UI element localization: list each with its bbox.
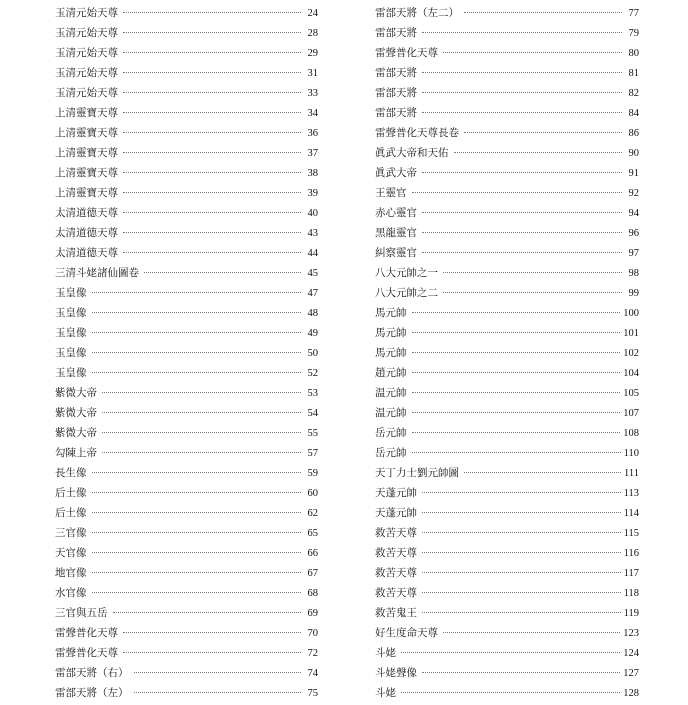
- toc-entry: [55, 163, 318, 183]
- toc-entry: [375, 63, 639, 83]
- toc-entry-page-number: 36: [307, 128, 318, 139]
- toc-entry: [375, 243, 639, 263]
- toc-entry-page-number: 37: [307, 148, 318, 159]
- toc-entry-title: 雷聲普化天尊: [55, 627, 118, 639]
- toc-entry-page-number: 65: [307, 528, 318, 539]
- toc-entry: [375, 483, 639, 503]
- toc-entry-title: 三清斗姥諸仙圖卷: [55, 267, 139, 279]
- dot-leader: [92, 472, 302, 473]
- toc-entry: [375, 263, 639, 283]
- toc-entry-title: 温元帥: [375, 387, 407, 399]
- toc-entry-page-number: 24: [307, 8, 318, 19]
- dot-leader: [123, 72, 301, 73]
- dot-leader: [144, 272, 301, 273]
- toc-entry: [55, 3, 318, 23]
- toc-entry: [375, 3, 639, 23]
- toc-entry-page-number: 31: [307, 68, 318, 79]
- dot-leader: [422, 592, 621, 593]
- toc-entry: [375, 143, 639, 163]
- toc-entry-title: 斗姥聲像: [375, 667, 417, 679]
- toc-entry: [375, 343, 639, 363]
- toc-entry-title: 馬元帥: [375, 307, 407, 319]
- toc-entry: [375, 583, 639, 603]
- dot-leader: [412, 392, 621, 393]
- toc-entry-title: 斗姥: [375, 687, 396, 699]
- dot-leader: [102, 412, 301, 413]
- dot-leader: [92, 552, 302, 553]
- toc-entry-title: 太清道德天尊: [55, 227, 118, 239]
- toc-entry: [375, 683, 639, 703]
- toc-entry-title: 上清靈寶天尊: [55, 127, 118, 139]
- toc-entry: [55, 483, 318, 503]
- toc-entry-title: 勾陳上帝: [55, 447, 97, 459]
- dot-leader: [102, 432, 301, 433]
- dot-leader: [422, 672, 620, 673]
- toc-entry: [55, 63, 318, 83]
- dot-leader: [412, 452, 621, 453]
- toc-entry-page-number: 57: [307, 448, 318, 459]
- dot-leader: [412, 352, 621, 353]
- toc-entry-title: 雷聲普化天尊: [375, 47, 438, 59]
- toc-entry: [55, 183, 318, 203]
- toc-entry-title: 天丁力士劉元帥圖: [375, 467, 459, 479]
- dot-leader: [123, 252, 301, 253]
- toc-entry-title: 雷部天將: [375, 27, 417, 39]
- dot-leader: [443, 272, 622, 273]
- dot-leader: [102, 392, 301, 393]
- dot-leader: [134, 692, 302, 693]
- toc-entry-title: 温元帥: [375, 407, 407, 419]
- dot-leader: [123, 52, 301, 53]
- toc-entry: [375, 323, 639, 343]
- toc-entry: [375, 103, 639, 123]
- toc-entry: [55, 343, 318, 363]
- toc-entry-page-number: 79: [628, 28, 639, 39]
- toc-entry-title: 后土像: [55, 487, 87, 499]
- dot-leader: [123, 92, 301, 93]
- toc-entry-page-number: 43: [307, 228, 318, 239]
- toc-entry-page-number: 90: [628, 148, 639, 159]
- toc-entry: [55, 243, 318, 263]
- dot-leader: [92, 312, 302, 313]
- dot-leader: [92, 372, 302, 373]
- toc-entry-page-number: 49: [307, 328, 318, 339]
- toc-entry-page-number: 38: [307, 168, 318, 179]
- toc-entry-page-number: 92: [628, 188, 639, 199]
- toc-entry-page-number: 114: [623, 508, 639, 519]
- toc-entry: [55, 443, 318, 463]
- toc-entry-page-number: 101: [623, 328, 639, 339]
- toc-entry: [375, 623, 639, 643]
- dot-leader: [92, 512, 302, 513]
- dot-leader: [422, 512, 621, 513]
- toc-entry: [375, 603, 639, 623]
- dot-leader: [92, 352, 302, 353]
- dot-leader: [422, 32, 622, 33]
- toc-entry-page-number: 33: [307, 88, 318, 99]
- toc-entry-title: 上清靈寶天尊: [55, 167, 118, 179]
- toc-entry: [375, 123, 639, 143]
- toc-entry: [55, 543, 318, 563]
- toc-entry-title: 天蓬元帥: [375, 507, 417, 519]
- toc-entry: [55, 403, 318, 423]
- toc-right-column: [375, 3, 639, 703]
- toc-entry-title: 玉清元始天尊: [55, 67, 118, 79]
- toc-entry-title: 赤心靈官: [375, 207, 417, 219]
- dot-leader: [92, 592, 302, 593]
- dot-leader: [422, 612, 621, 613]
- toc-entry-page-number: 59: [307, 468, 318, 479]
- toc-entry-title: 紫微大帝: [55, 387, 97, 399]
- toc-entry-page-number: 115: [623, 528, 639, 539]
- toc-entry-title: 玉清元始天尊: [55, 47, 118, 59]
- dot-leader: [464, 12, 622, 13]
- dot-leader: [464, 472, 621, 473]
- dot-leader: [123, 32, 301, 33]
- toc-entry: [55, 583, 318, 603]
- toc-entry-page-number: 119: [623, 608, 639, 619]
- dot-leader: [123, 212, 301, 213]
- toc-entry-title: 雷部天將: [375, 67, 417, 79]
- toc-entry-title: 黑龍靈官: [375, 227, 417, 239]
- dot-leader: [422, 232, 622, 233]
- dot-leader: [92, 532, 302, 533]
- toc-entry-page-number: 40: [307, 208, 318, 219]
- toc-entry-title: 好生度命天尊: [375, 627, 438, 639]
- toc-entry: [375, 403, 639, 423]
- toc-entry-page-number: 82: [628, 88, 639, 99]
- toc-entry: [375, 363, 639, 383]
- toc-entry-title: 三官與五岳: [55, 607, 108, 619]
- toc-entry-title: 趙元帥: [375, 367, 407, 379]
- dot-leader: [422, 212, 622, 213]
- toc-entry-title: 馬元帥: [375, 327, 407, 339]
- toc-entry-title: 斗姥: [375, 647, 396, 659]
- toc-entry-title: 雷聲普化天尊長卷: [375, 127, 459, 139]
- toc-entry: [55, 83, 318, 103]
- dot-leader: [422, 72, 622, 73]
- toc-entry-page-number: 68: [307, 588, 318, 599]
- dot-leader: [454, 152, 623, 153]
- toc-entry-page-number: 111: [624, 468, 639, 479]
- toc-entry: [375, 283, 639, 303]
- dot-leader: [412, 372, 621, 373]
- dot-leader: [412, 332, 621, 333]
- toc-entry-page-number: 107: [623, 408, 639, 419]
- dot-leader: [422, 92, 622, 93]
- toc-entry-title: 上清靈寶天尊: [55, 187, 118, 199]
- toc-entry-page-number: 110: [623, 448, 639, 459]
- toc-entry-page-number: 54: [307, 408, 318, 419]
- dot-leader: [123, 632, 301, 633]
- toc-entry-title: 后土像: [55, 507, 87, 519]
- toc-entry-page-number: 39: [307, 188, 318, 199]
- toc-entry: [55, 223, 318, 243]
- dot-leader: [412, 412, 621, 413]
- dot-leader: [92, 332, 302, 333]
- toc-entry: [375, 523, 639, 543]
- toc-entry-page-number: 72: [307, 648, 318, 659]
- toc-entry-page-number: 60: [307, 488, 318, 499]
- toc-entry-title: 救苦天尊: [375, 587, 417, 599]
- toc-entry-title: 馬元帥: [375, 347, 407, 359]
- toc-entry-page-number: 113: [623, 488, 639, 499]
- toc-entry-page-number: 44: [307, 248, 318, 259]
- toc-entry-page-number: 127: [623, 668, 639, 679]
- toc-entry-page-number: 52: [307, 368, 318, 379]
- toc-entry-page-number: 48: [307, 308, 318, 319]
- toc-entry: [375, 43, 639, 63]
- toc-entry: [55, 323, 318, 343]
- toc-entry-title: 雷部天將: [375, 87, 417, 99]
- toc-entry: [55, 283, 318, 303]
- toc-entry: [375, 423, 639, 443]
- toc-entry-page-number: 104: [623, 368, 639, 379]
- toc-entry-title: 救苦鬼王: [375, 607, 417, 619]
- toc-entry-page-number: 53: [307, 388, 318, 399]
- toc-entry-title: 紫微大帝: [55, 427, 97, 439]
- toc-entry-title: 糾察靈官: [375, 247, 417, 259]
- toc-entry-title: 紫微大帝: [55, 407, 97, 419]
- dot-leader: [443, 632, 620, 633]
- toc-left-column: [55, 3, 318, 703]
- toc-entry-title: 玉清元始天尊: [55, 87, 118, 99]
- toc-entry-page-number: 28: [307, 28, 318, 39]
- dot-leader: [134, 672, 302, 673]
- toc-entry: [55, 43, 318, 63]
- toc-entry-title: 雷聲普化天尊: [55, 647, 118, 659]
- dot-leader: [464, 132, 622, 133]
- toc-entry-page-number: 117: [623, 568, 639, 579]
- dot-leader: [443, 52, 622, 53]
- toc-entry-page-number: 74: [307, 668, 318, 679]
- toc-entry: [375, 183, 639, 203]
- toc-entry: [55, 623, 318, 643]
- toc-entry-page-number: 47: [307, 288, 318, 299]
- dot-leader: [401, 652, 620, 653]
- toc-entry-page-number: 50: [307, 348, 318, 359]
- toc-entry-page-number: 69: [307, 608, 318, 619]
- dot-leader: [422, 112, 622, 113]
- toc-entry: [375, 663, 639, 683]
- dot-leader: [412, 192, 623, 193]
- toc-entry-page-number: 118: [623, 588, 639, 599]
- toc-entry-title: 水官像: [55, 587, 87, 599]
- toc-entry: [55, 203, 318, 223]
- toc-entry: [375, 443, 639, 463]
- toc-entry-title: 眞武大帝和天佑: [375, 147, 449, 159]
- toc-entry: [55, 663, 318, 683]
- toc-entry-title: 雷部天將（左）: [55, 687, 129, 699]
- toc-entry: [375, 643, 639, 663]
- dot-leader: [412, 312, 621, 313]
- toc-entry-title: 天蓬元帥: [375, 487, 417, 499]
- toc-entry-page-number: 55: [307, 428, 318, 439]
- toc-entry-page-number: 29: [307, 48, 318, 59]
- toc-entry: [375, 503, 639, 523]
- dot-leader: [422, 532, 621, 533]
- dot-leader: [102, 452, 301, 453]
- dot-leader: [92, 572, 302, 573]
- toc-entry: [55, 103, 318, 123]
- toc-entry: [55, 23, 318, 43]
- toc-entry-title: 玉皇像: [55, 367, 87, 379]
- dot-leader: [123, 652, 301, 653]
- toc-entry-title: 太清道德天尊: [55, 207, 118, 219]
- toc-entry-title: 眞武大帝: [375, 167, 417, 179]
- dot-leader: [123, 232, 301, 233]
- toc-entry-title: 八大元帥之一: [375, 267, 438, 279]
- toc-entry: [55, 303, 318, 323]
- toc-entry-title: 岳元帥: [375, 427, 407, 439]
- toc-entry-title: 玉皇像: [55, 307, 87, 319]
- toc-entry-title: 三官像: [55, 527, 87, 539]
- toc-entry-page-number: 62: [307, 508, 318, 519]
- toc-entry-page-number: 123: [623, 628, 639, 639]
- toc-entry-title: 救苦天尊: [375, 567, 417, 579]
- dot-leader: [123, 132, 301, 133]
- toc-entry: [55, 523, 318, 543]
- toc-entry-title: 太清道德天尊: [55, 247, 118, 259]
- dot-leader: [92, 492, 302, 493]
- toc-entry-page-number: 96: [628, 228, 639, 239]
- toc-entry: [375, 223, 639, 243]
- toc-entry-page-number: 45: [307, 268, 318, 279]
- dot-leader: [123, 12, 301, 13]
- toc-entry-title: 雷部天將（左二）: [375, 7, 459, 19]
- toc-entry: [55, 123, 318, 143]
- toc-entry-title: 天官像: [55, 547, 87, 559]
- dot-leader: [422, 552, 621, 553]
- toc-entry-page-number: 86: [628, 128, 639, 139]
- dot-leader: [422, 172, 622, 173]
- toc-entry: [375, 563, 639, 583]
- toc-entry-page-number: 116: [623, 548, 639, 559]
- dot-leader: [422, 492, 621, 493]
- toc-entry: [55, 363, 318, 383]
- toc-entry-title: 救苦天尊: [375, 527, 417, 539]
- toc-entry: [375, 203, 639, 223]
- toc-entry-page-number: 91: [628, 168, 639, 179]
- dot-leader: [422, 252, 622, 253]
- toc-entry-title: 岳元帥: [375, 447, 407, 459]
- toc-entry-title: 地官像: [55, 567, 87, 579]
- toc-entry: [55, 503, 318, 523]
- toc-entry-title: 雷部天將（右）: [55, 667, 129, 679]
- toc-entry-title: 王靈官: [375, 187, 407, 199]
- toc-entry: [375, 83, 639, 103]
- toc-entry: [55, 423, 318, 443]
- toc-entry-page-number: 124: [623, 648, 639, 659]
- toc-entry: [55, 383, 318, 403]
- toc-entry-title: 玉皇像: [55, 287, 87, 299]
- toc-entry-page-number: 66: [307, 548, 318, 559]
- toc-entry: [55, 463, 318, 483]
- toc-entry-title: 八大元帥之二: [375, 287, 438, 299]
- toc-entry-title: 上清靈寶天尊: [55, 107, 118, 119]
- toc-entry: [55, 563, 318, 583]
- toc-entry: [375, 163, 639, 183]
- dot-leader: [123, 112, 301, 113]
- toc-entry: [55, 263, 318, 283]
- toc-entry-page-number: 34: [307, 108, 318, 119]
- toc-entry-title: 玉皇像: [55, 347, 87, 359]
- dot-leader: [422, 572, 621, 573]
- toc-entry: [375, 303, 639, 323]
- toc-entry-page-number: 102: [623, 348, 639, 359]
- toc-entry-title: 玉清元始天尊: [55, 7, 118, 19]
- toc-entry-page-number: 80: [628, 48, 639, 59]
- toc-entry-page-number: 128: [623, 688, 639, 699]
- toc-entry-page-number: 94: [628, 208, 639, 219]
- toc-entry-page-number: 98: [628, 268, 639, 279]
- dot-leader: [443, 292, 622, 293]
- toc-entry: [55, 603, 318, 623]
- toc-entry-title: 上清靈寶天尊: [55, 147, 118, 159]
- dot-leader: [123, 172, 301, 173]
- toc-entry: [55, 143, 318, 163]
- dot-leader: [401, 692, 620, 693]
- dot-leader: [92, 292, 302, 293]
- toc-entry-title: 長生像: [55, 467, 87, 479]
- toc-entry: [375, 543, 639, 563]
- toc-entry: [55, 683, 318, 703]
- toc-entry: [375, 23, 639, 43]
- toc-entry: [375, 383, 639, 403]
- dot-leader: [113, 612, 302, 613]
- toc-entry-page-number: 75: [307, 688, 318, 699]
- toc-entry: [55, 643, 318, 663]
- toc-entry-title: 雷部天將: [375, 107, 417, 119]
- toc-entry-page-number: 100: [623, 308, 639, 319]
- dot-leader: [412, 432, 621, 433]
- toc-entry-page-number: 99: [628, 288, 639, 299]
- toc-entry-page-number: 105: [623, 388, 639, 399]
- toc-entry-page-number: 70: [307, 628, 318, 639]
- toc-entry-title: 玉皇像: [55, 327, 87, 339]
- toc-entry-page-number: 81: [628, 68, 639, 79]
- toc-entry-page-number: 97: [628, 248, 639, 259]
- dot-leader: [123, 152, 301, 153]
- toc-entry-page-number: 84: [628, 108, 639, 119]
- toc-entry-page-number: 77: [628, 8, 639, 19]
- toc-entry-page-number: 108: [623, 428, 639, 439]
- toc-entry-title: 救苦天尊: [375, 547, 417, 559]
- toc-entry: [375, 463, 639, 483]
- toc-entry-title: 玉清元始天尊: [55, 27, 118, 39]
- toc-entry-page-number: 67: [307, 568, 318, 579]
- dot-leader: [123, 192, 301, 193]
